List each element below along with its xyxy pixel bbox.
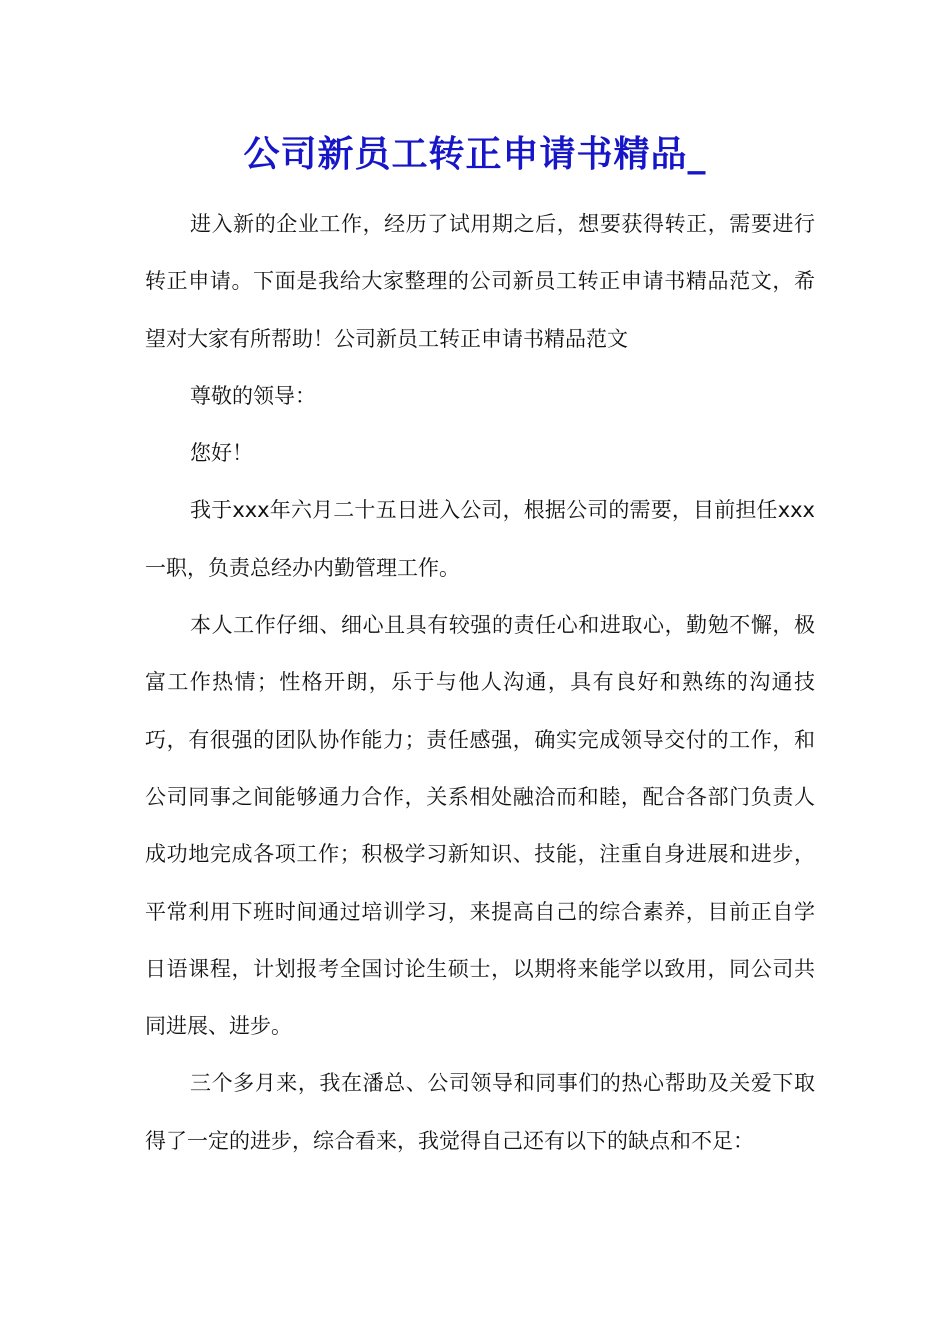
intro-paragraph: 进入新的企业工作，经历了试用期之后，想要获得转正，需要进行转正申请。下面是我给大家整理的公司新员工转正申请书精品范文，希望对大家有所帮助！公司新员工转正申请书精品范文 <box>145 212 815 351</box>
document-title: 公司新员工转正申请书精品_ <box>243 133 707 175</box>
shortcomings-paragraph: 三个多月来，我在潘总、公司领导和同事们的热心帮助及关爱下取得了一定的进步，综合看来，我觉得自己还有以下的缺点和不足： <box>145 1071 815 1153</box>
greeting: 您好！ <box>190 441 253 466</box>
self-assessment-paragraph: 本人工作仔细、细心且具有较强的责任心和进取心，勤勉不懈，极富工作热情；性格开朗，乐于与他人沟通，具有良好和熟练的沟通技巧，有很强的团队协作能力；责任感强，确实完成领导交付的工作，和公司同事之间能够通力合作，关系相处融洽而和睦，配合各部门负责人成功地完成各项工作；积极学习新知识、技能，注重自身进展和进步，平常利用下班时间通过培训学习，来提高自己的综合素养，目前正自学日语课程，计划报考全国讨论生硕士，以期将来能学以致用，同公司共同进展、进步。 <box>145 613 815 1039</box>
employment-paragraph: 我于xxx年六月二十五日进入公司，根据公司的需要，目前担任xxx一职，负责总经办内勤管理工作。 <box>145 498 815 580</box>
salutation: 尊敬的领导： <box>190 383 316 408</box>
document-body <box>145 196 815 1170</box>
